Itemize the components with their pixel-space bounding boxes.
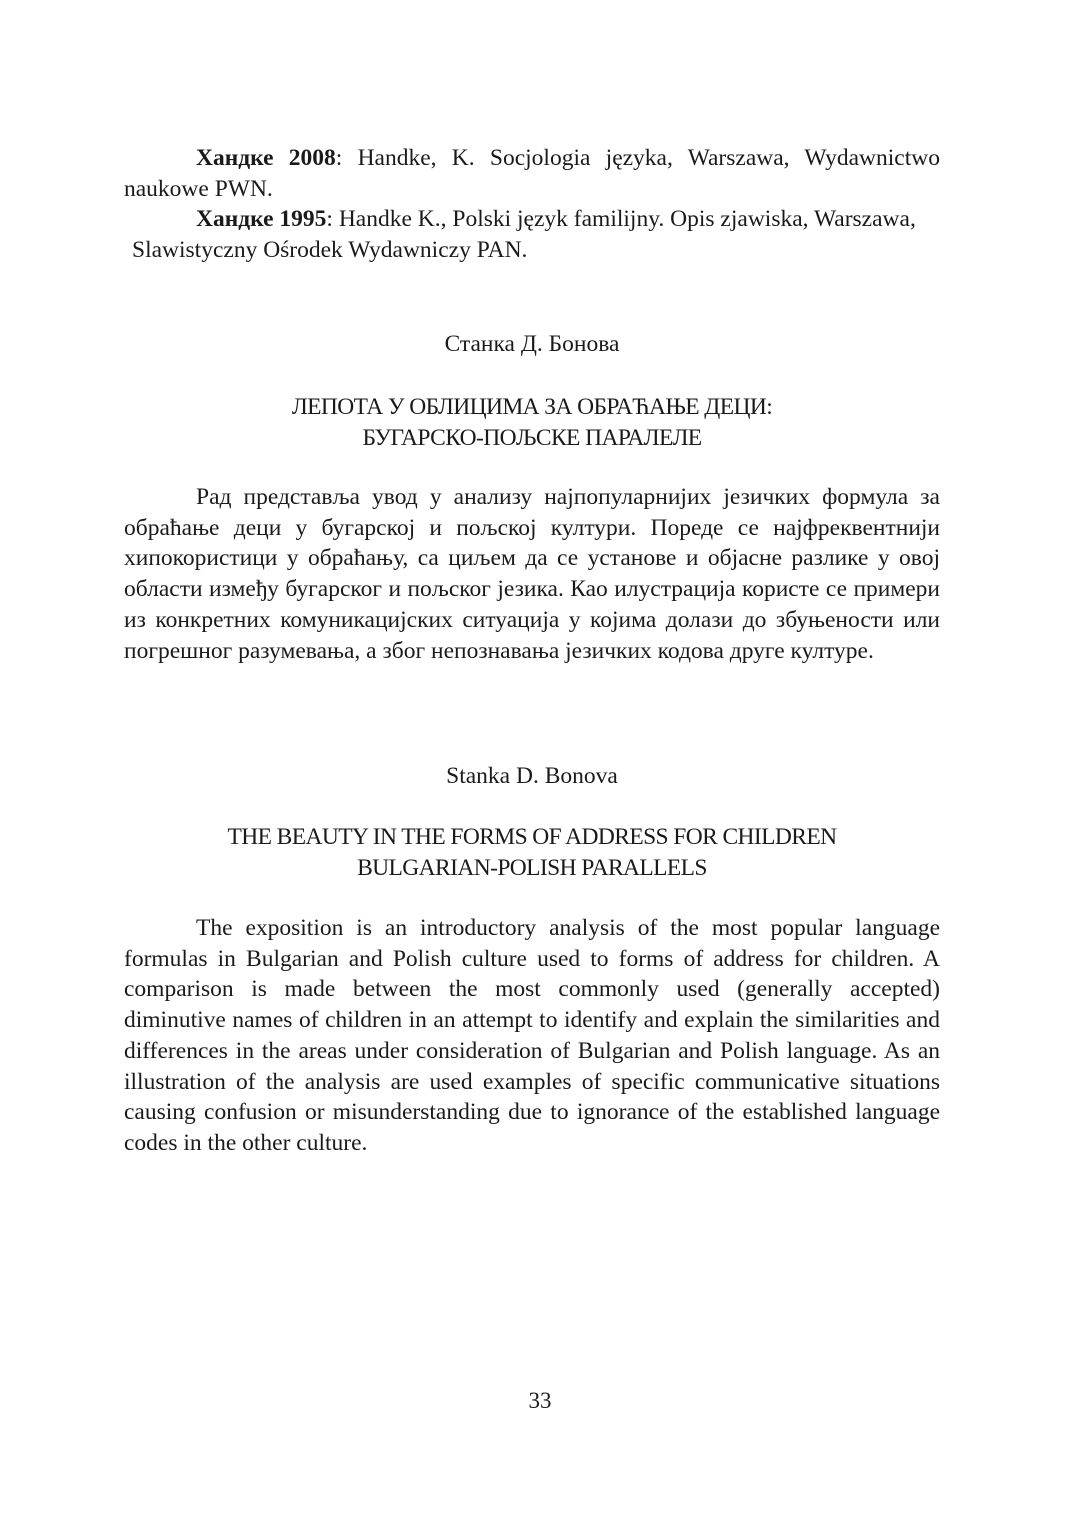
reference-entry-cont — [124, 235, 940, 266]
reference-text-cont: naukowe PWN. — [124, 175, 273, 202]
reference-key: Хандке 2008 — [196, 145, 336, 171]
title-line: ЛЕПОТА У ОБЛИЦИМА ЗА ОБРАЋАЊЕ ДЕЦИ: — [291, 394, 773, 420]
english-title — [124, 822, 940, 883]
title-line: THE BEAUTY IN THE FORMS OF ADDRESS FOR CHILDREN — [227, 824, 837, 850]
title-line: BULGARIAN-POLISH PARALLELS — [357, 854, 707, 881]
reference-entry — [124, 143, 940, 204]
references-section — [124, 143, 940, 265]
serbian-author — [124, 329, 940, 360]
english-author — [124, 761, 940, 792]
serbian-abstract: Рад представља увод у анализу најпопуларнијих језичких формула за обраћање деци у бугарској и пољској култури. Пореде се најфреквентнији хипокористици у обраћању, са циљем да се установе и објасне разлике у овој области између бугарског и пољског језика. Као илустрација користе се примери из конкретних комуникацијских ситуација у којима долази до збуњености или погрешног разумевања, а због непознавања језичких кодова друге културе. — [124, 484, 940, 664]
serbian-title — [124, 392, 940, 453]
author-name: Станка Д. Бонова — [444, 331, 620, 357]
english-abstract: The exposition is an introductory analysis of the most popular language formulas in Bulgarian and Polish culture used to forms of address for children. A comparison is made between the most commonly used (generally accepted) diminutive names of children in an attempt to identify and explain the similarities and differences in the areas under consideration of Bulgarian and Polish language. As an illustration of the analysis are used examples of specific communicative situations causing confusion or misunderstanding due to ignorance of the established language codes in the other culture. — [124, 915, 940, 1156]
reference-key: Хандке 1995 — [196, 206, 327, 232]
page-number: 33 — [528, 1388, 552, 1413]
title-line: БУГАРСКО-ПОЉСКЕ ПАРАЛЕЛЕ — [362, 424, 702, 451]
reference-text-cont: Slawistyczny Ośrodek Wydawniczy PAN. — [132, 236, 528, 263]
reference-text: : Handke, K. Socjologia języka, Warszawa, Wydawnictwo — [335, 145, 940, 171]
reference-text: : Handke K., Polski język familijny. Opis zjawiska, Warszawa, — [326, 206, 916, 232]
reference-entry — [124, 204, 940, 235]
author-name: Stanka D. Bonova — [446, 763, 618, 789]
